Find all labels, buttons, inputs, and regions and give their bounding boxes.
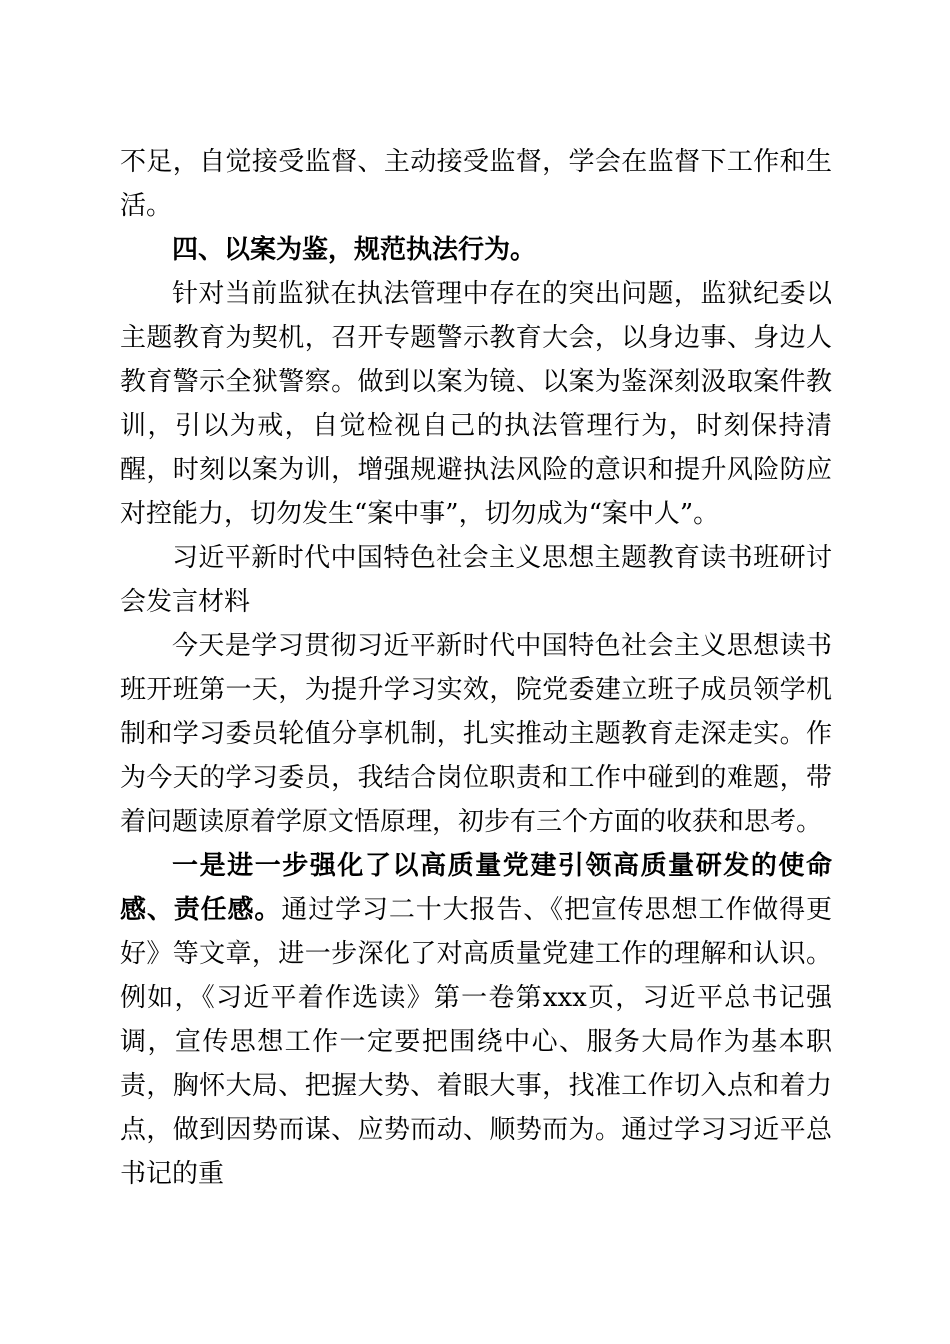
document-body: [120, 140, 832, 1196]
paragraph-intro: 今天是学习贯彻习近平新时代中国特色社会主义思想读书班开班第一天，为提升学习实效，院党委建立班子成员领学机制和学习委员轮值分享机制，扎实推动主题教育走深走实。作为今天的学习委员，我结合岗位职责和工作中碰到的难题，带着问题读原着学原文悟原理，初步有三个方面的收获和思考。: [120, 631, 832, 837]
paragraph-point-one: [120, 844, 832, 1196]
paragraph-continuation: 不足，自觉接受监督、主动接受监督，学会在监督下工作和生活。: [120, 147, 832, 221]
document-title: 习近平新时代中国特色社会主义思想主题教育读书班研讨会发言材料: [120, 543, 832, 617]
point-one-lead: 一是进一步强化了以高质量党建引领高质量研发的使命感、责任感。: [120, 851, 832, 925]
section-heading-four: 四、以案为鉴，规范执法行为。: [172, 235, 537, 265]
paragraph-case-warning: 针对当前监狱在执法管理中存在的突出问题，监狱纪委以主题教育为契机，召开专题警示教育大会，以身边事、身边人教育警示全狱警察。做到以案为镜、以案为鉴深刻汲取案件教训，引以为戒，自觉检视自己的执法管理行为，时刻保持清醒，时刻以案为训，增强规避执法风险的意识和提升风险防应对控能力，切勿发生“案中事”，切勿成为“案中人”。: [120, 279, 832, 529]
point-one-body: 通过学习二十大报告、《把宣传思想工作做得更好》等文章，进一步深化了对高质量党建工作的理解和认识。例如，《习近平着作选读》第一卷第xxx页，习近平总书记强调，宣传思想工作一定要把围绕中心、服务大局作为基本职责，胸怀大局、把握大势、着眼大事，找准工作切入点和着力点，做到因势而谋、应势而动、顺势而为。通过学习习近平总书记的重: [120, 895, 832, 1189]
